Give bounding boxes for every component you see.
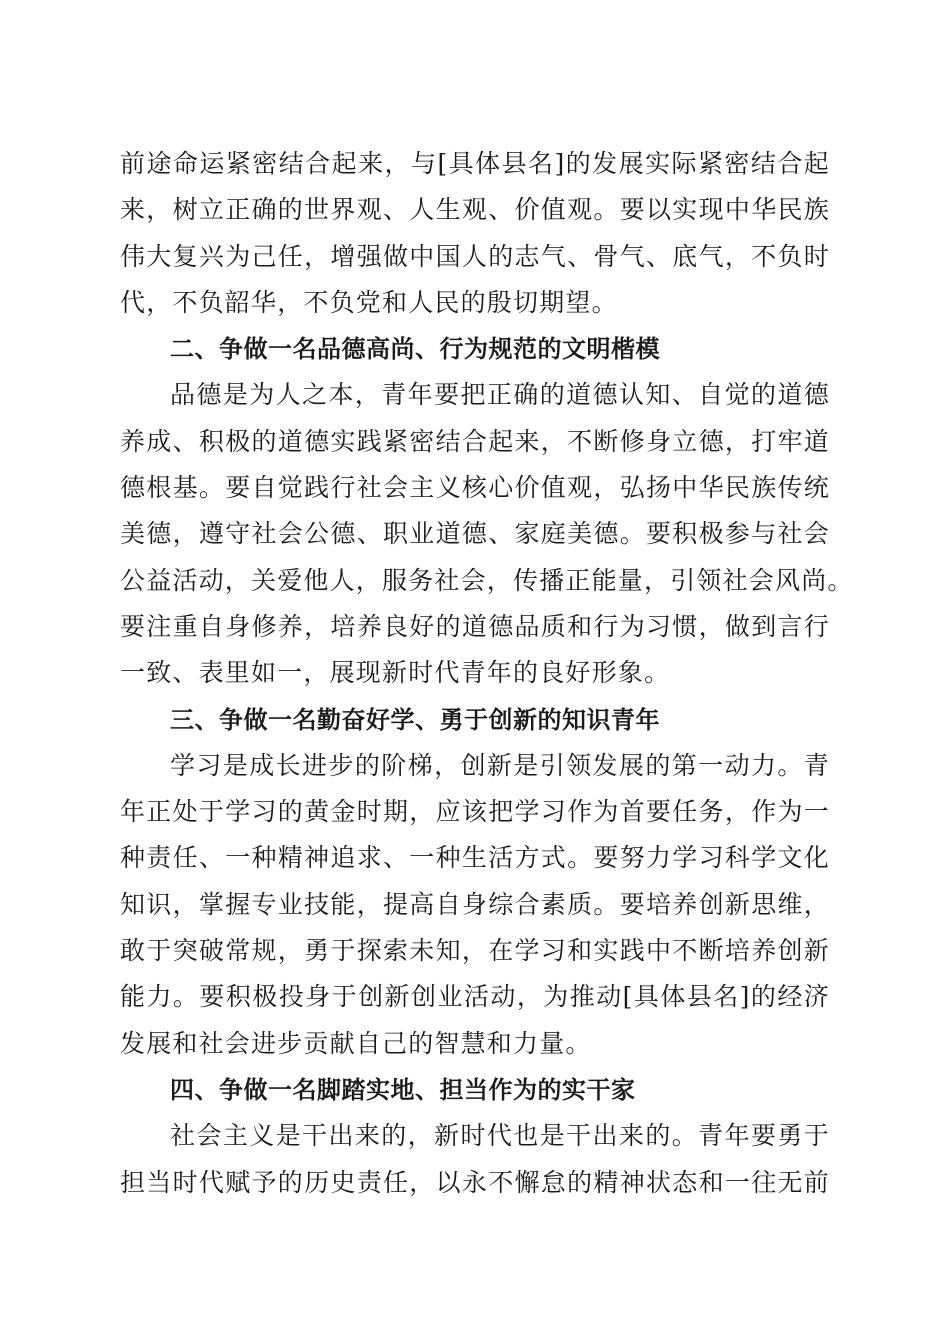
text-line: 代，不负韶华，不负党和人民的殷切期望。: [120, 287, 618, 317]
section-3-heading: 三、争做一名勤奋好学、勇于创新的知识青年: [170, 705, 660, 734]
text-line: 要注重自身修养，培养良好的道德品质和行为习惯，做到言行: [120, 611, 830, 641]
text-line: 德根基。要自觉践行社会主义核心价值观，弘扬中华民族传统: [120, 473, 830, 503]
text-line: 伟大复兴为己任，增强做中国人的志气、骨气、底气，不负时: [120, 241, 830, 271]
document-body: [120, 141, 854, 1206]
text-line: 发展和社会进步贡献自己的智慧和力量。: [120, 1028, 592, 1058]
text-line: 种责任、一种精神追求、一种生活方式。要努力学习科学文化: [120, 843, 830, 873]
text-line: 年正处于学习的黄金时期，应该把学习作为首要任务，作为一: [120, 797, 830, 827]
section-4-heading: 四、争做一名脚踏实地、担当作为的实干家: [170, 1075, 636, 1104]
section-2-heading: 二、争做一名品德高尚、行为规范的文明楷模: [170, 335, 660, 364]
text-line: 美德，遵守社会公德、职业道德、家庭美德。要积极参与社会: [120, 519, 830, 549]
text-line: 能力。要积极投身于创新创业活动，为推动[具体县名]的经济: [120, 982, 830, 1012]
text-line: 公益活动，关爱他人，服务社会，传播正能量，引领社会风尚。: [120, 565, 854, 595]
text-line: 社会主义是干出来的，新时代也是干出来的。青年要勇于: [170, 1121, 830, 1151]
text-line: 品德是为人之本，青年要把正确的道德认知、自觉的道德: [170, 380, 830, 410]
section-4-paragraph: [120, 1113, 830, 1206]
text-line: 来，树立正确的世界观、人生观、价值观。要以实现中华民族: [120, 195, 830, 225]
text-line: 养成、积极的道德实践紧密结合起来，不断修身立德，打牢道: [120, 426, 830, 456]
text-line: 敢于突破常规，勇于探索未知，在学习和实践中不断培养创新: [120, 936, 830, 966]
text-line: 知识，掌握专业技能，提高自身综合素质。要培养创新思维，: [120, 889, 830, 919]
section-3-paragraph: [120, 743, 830, 1067]
section-2-paragraph: [120, 372, 854, 696]
text-line: 一致、表里如一，展现新时代青年的良好形象。: [120, 658, 671, 688]
text-line: 担当时代赋予的历史责任，以永不懈怠的精神状态和一往无前: [120, 1167, 830, 1197]
intro-paragraph: [120, 141, 830, 326]
text-line: 学习是成长进步的阶梯，创新是引领发展的第一动力。青: [170, 750, 830, 780]
text-line: 前途命运紧密结合起来，与[具体县名]的发展实际紧密结合起: [120, 149, 830, 178]
